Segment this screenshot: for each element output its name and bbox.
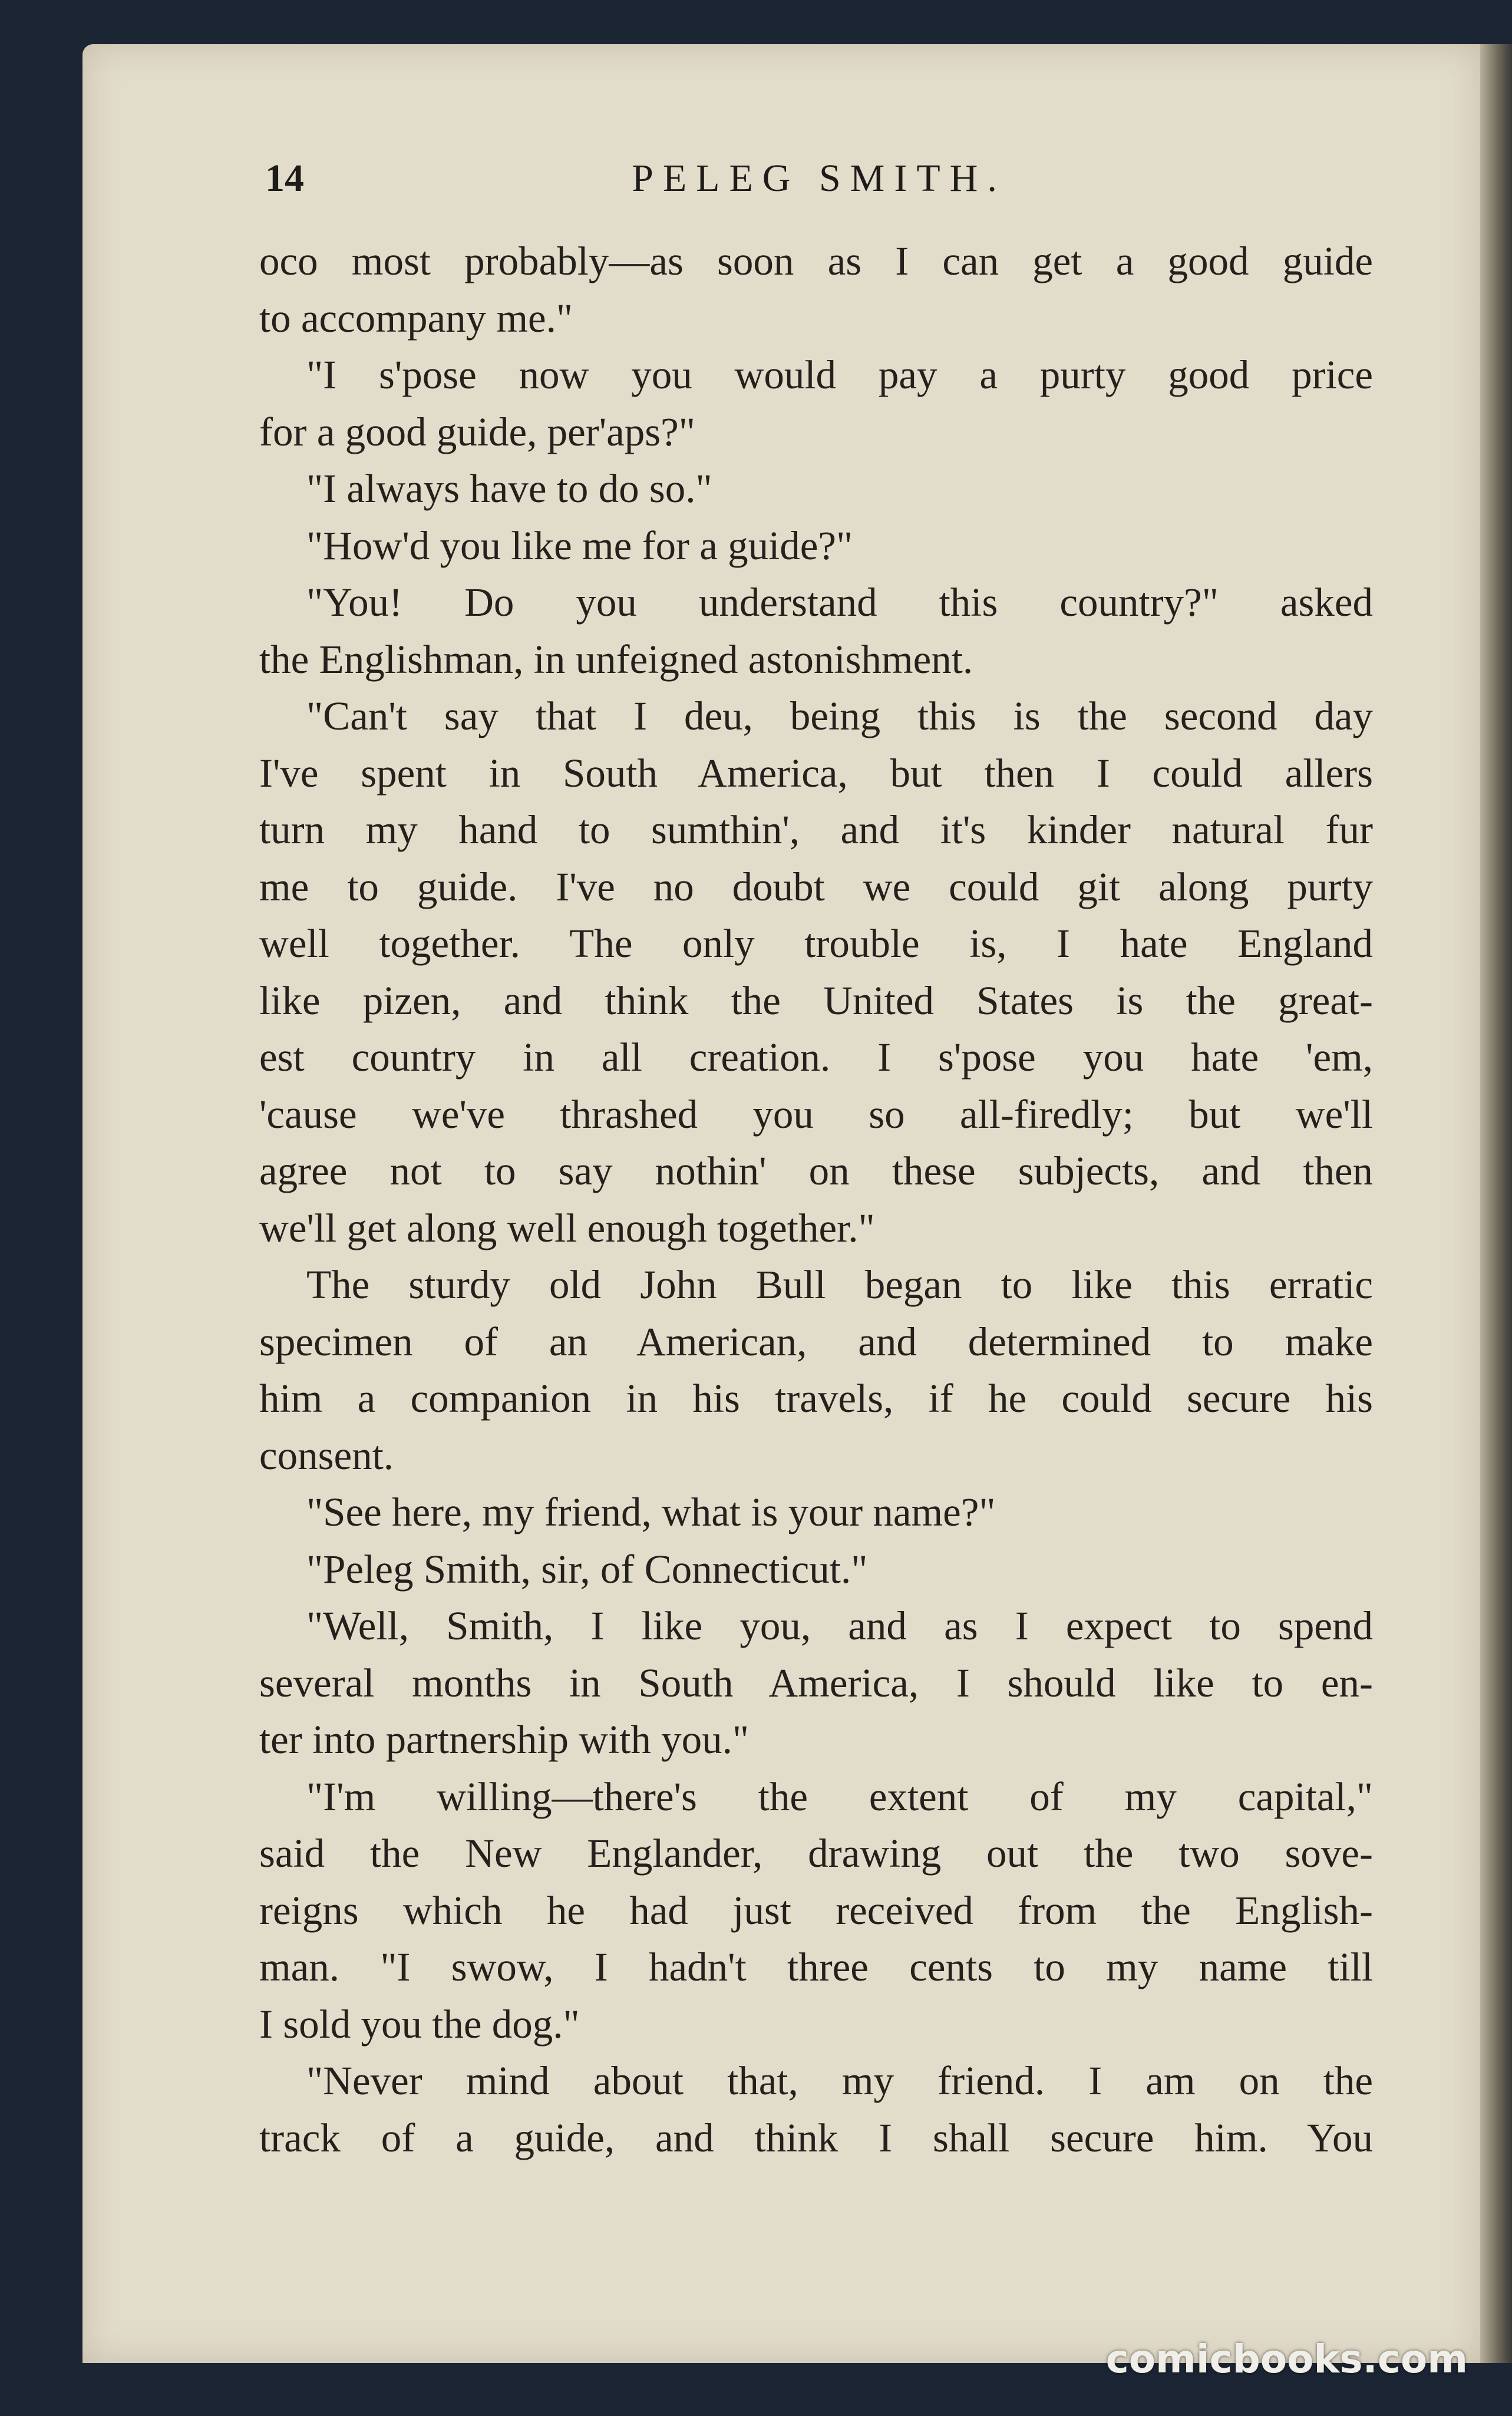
text-line: specimen of an American, and determined to make <box>259 1319 1373 1364</box>
text-line: "How'd you like me for a guide?" <box>306 523 853 568</box>
text-line: to accompany me." <box>259 295 573 341</box>
text-line: I've spent in South America, but then I could allers <box>259 750 1373 796</box>
text-line: like pizen, and think the United States is the great- <box>259 978 1373 1023</box>
page-edge <box>1480 44 1512 2363</box>
text-line: "You! Do you understand this country?" asked <box>306 580 1373 625</box>
text-line: reigns which he had just received from the English- <box>259 1887 1373 1933</box>
watermark-logo: comicbooks.com <box>1105 2336 1468 2382</box>
page-number: 14 <box>265 157 304 200</box>
text-line: oco most probably—as soon as I can get a good guide <box>259 239 1373 283</box>
text-line: several months in South America, I should like to en- <box>259 1660 1373 1705</box>
text-line: turn my hand to sumthin', and it's kinder natural fur <box>259 807 1373 852</box>
text-line: track of a guide, and think I shall secure him. You <box>259 2115 1373 2160</box>
text-line: "Never mind about that, my friend. I am on the <box>306 2058 1373 2103</box>
text-line: The sturdy old John Bull began to like this erratic <box>306 1262 1373 1307</box>
text-line: him a companion in his travels, if he could secure his <box>259 1376 1373 1421</box>
text-line: ter into partnership with you." <box>259 1717 750 1762</box>
page-header <box>265 156 1373 221</box>
text-line: for a good guide, per'aps?" <box>259 409 695 454</box>
text-line: "Peleg Smith, sir, of Connecticut." <box>306 1546 868 1592</box>
text-line: we'll get along well enough together." <box>259 1205 875 1250</box>
text-line: est country in all creation. I s'pose you hate 'em, <box>259 1035 1373 1080</box>
text-line: the Englishman, in unfeigned astonishment. <box>259 636 973 682</box>
body-text <box>259 233 1373 2166</box>
text-line: "I'm willing—there's the extent of my capital," <box>306 1774 1373 1819</box>
text-line: "See here, my friend, what is your name?" <box>306 1490 996 1534</box>
text-line: "I always have to do so." <box>306 466 712 511</box>
text-line: I sold you the dog." <box>259 2001 580 2047</box>
text-line: man. "I swow, I hadn't three cents to my name till <box>259 1945 1373 1989</box>
text-line: "I s'pose now you would pay a purty good price <box>306 352 1373 397</box>
text-line: 'cause we've thrashed you so all-firedly; but we'll <box>259 1091 1373 1137</box>
text-line: "Well, Smith, I like you, and as I expect to spend <box>306 1603 1373 1648</box>
text-line: me to guide. I've no doubt we could git along purty <box>259 864 1373 909</box>
text-line: "Can't say that I deu, being this is the second day <box>306 694 1373 738</box>
text-line: consent. <box>259 1433 394 1478</box>
running-head: PELEG SMITH. <box>632 157 1006 200</box>
text-line: said the New Englander, drawing out the two sove- <box>259 1831 1373 1876</box>
text-line: agree not to say nothin' on these subjects, and then <box>259 1148 1373 1193</box>
text-line: well together. The only trouble is, I hate England <box>259 921 1373 966</box>
